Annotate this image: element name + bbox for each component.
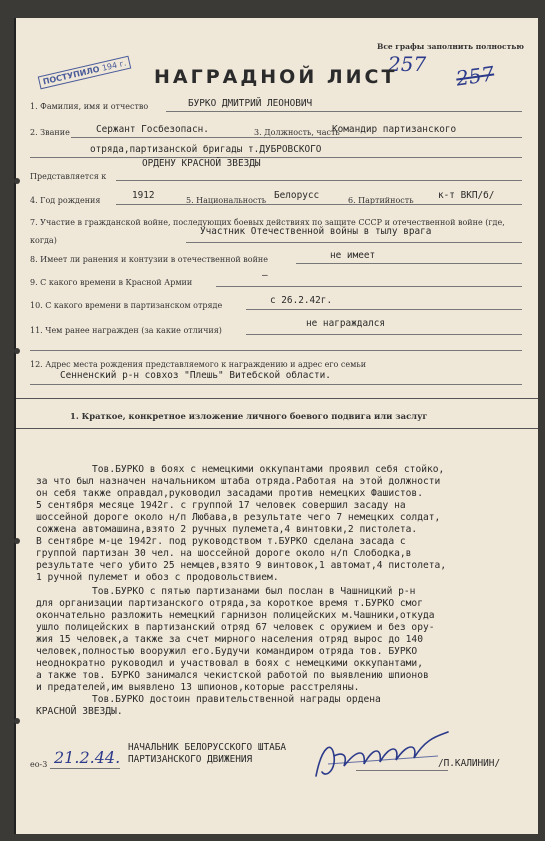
body-line: группой партизан 30 чел. на шоссейной дороге около н/п Слободка,в [36, 548, 412, 559]
punch-hole [14, 178, 20, 184]
field-rule [116, 180, 522, 181]
field-rule [116, 204, 522, 205]
signature-date: 21.2.44. [54, 748, 121, 767]
body-line: а также тов. БУРКО занимался чекистской работой по выявлению шпионов [36, 670, 429, 681]
signatory-position-line1: НАЧАЛЬНИК БЕЛОРУССКОГО ШТАБА [128, 742, 287, 753]
handwritten-number-crossed: 257 [454, 61, 496, 91]
field-value-address: Сенненский р-н совхоз "Плешь" Витебской области. [60, 370, 331, 381]
award-sheet-page [14, 18, 538, 834]
body-line: Тов.БУРКО достоин правительственной награды ордена [92, 694, 381, 705]
field-label-name: 1. Фамилия, имя и отчество [30, 102, 149, 111]
field-value-party: к-т ВКП/б/ [438, 190, 495, 201]
body-line: 5 сентября месяце 1942г. с группой 17 человек совершил засаду на [36, 500, 406, 511]
field-value-war-participation: Участник Отечественной войны в тылу врага [200, 226, 432, 237]
field-value-partisan-since: с 26.2.42г. [270, 295, 333, 306]
body-line: 1 ручной пулемет и обоз с продовольствием. [36, 572, 279, 583]
date-prefix: ео-3 [30, 760, 48, 769]
body-line: человек,полностью вооружил его.Будучи командиром отряда тов. БУРКО [36, 646, 418, 657]
field-rule [166, 111, 522, 112]
body-line: сожжена автомашина,взято 2 ручных пулемета,4 винтовки,2 пистолета. [36, 524, 418, 535]
field-rule [30, 384, 522, 385]
body-line: В сентябре м-це 1942г. под руководством т.БУРКО сделана засада с [36, 536, 406, 547]
body-line: Тов.БУРКО в боях с немецкими оккупантами проявил себя стойко, [92, 464, 445, 475]
body-line: и предателей,им выявлено 13 шпионов,которые расстреляны. [36, 682, 360, 693]
field-label-address: 12. Адрес места рождения представляемого к награждению и адрес его семьи [30, 360, 367, 369]
body-line: ушло полицейских в партизанский отряд 67 человек с оружием и без ору- [36, 622, 435, 633]
date-rule [50, 768, 120, 769]
field-value-nationality: Белорусс [274, 190, 320, 201]
field-rule [30, 157, 522, 158]
stamp-text: ПОСТУПИЛО [42, 64, 101, 87]
field-rule [246, 334, 522, 335]
field-label-party: 6. Партийность [348, 196, 414, 205]
signatory-name: /П.КАЛИНИН/ [438, 758, 501, 769]
field-value-wounds: не имеет [330, 250, 376, 261]
body-line: Тов.БУРКО с пятью партизанами был послан в Чашницкий р-н [92, 586, 416, 597]
field-label-wounds: 8. Имеет ли ранения и контузии в отечественной войне [30, 255, 268, 264]
punch-hole [14, 348, 20, 354]
handwritten-number: 257 [388, 52, 427, 76]
body-line: КРАСНОЙ ЗВЕЗДЫ. [36, 706, 123, 717]
field-label-partisan-since: 10. С какого времени в партизанском отряде [30, 301, 223, 310]
field-value-red-army: — [262, 270, 268, 281]
body-line: результате чего убито 25 немцев,взято 9 винтовок,1 автомат,4 пистолета, [36, 560, 447, 571]
field-label-red-army: 9. С какого времени в Красной Армии [30, 278, 193, 287]
stamp-date: 194 г. [101, 58, 128, 73]
field-rule [30, 350, 522, 351]
section-divider [16, 398, 538, 399]
field-label-birth-year: 4. Год рождения [30, 196, 101, 205]
section-divider [16, 428, 538, 429]
body-line: за что был назначен начальником штаба отряда.Работая на этой должности [36, 476, 441, 487]
signature-rule [356, 770, 448, 771]
field-rule [71, 137, 522, 138]
header-note: Все графы заполнить полностью [377, 42, 524, 51]
field-value-rank: Сержант Госбезопасн. [96, 124, 209, 135]
signatory-position-line2: ПАРТИЗАНСКОГО ДВИЖЕНИЯ [128, 754, 253, 765]
body-line: жия 15 человек,а также за счет мирного населения отряд вырос до 140 [36, 634, 423, 645]
field-label-war-participation: 7. Участие в гражданской войне, последующих боевых действиях по защите СССР и отечественной войне (где, когда) [30, 218, 505, 245]
field-value-birth-year: 1912 [132, 190, 155, 201]
body-line: неоднократно руководил и участвовал в боях с немецкими оккупантами, [36, 658, 423, 669]
field-value-award: ОРДЕНУ КРАСНОЙ ЗВЕЗДЫ [142, 158, 261, 169]
field-rule [246, 309, 522, 310]
field-label-previous-awards: 11. Чем ранее награжден (за какие отличия) [30, 326, 222, 335]
field-label-rank: 2. Звание [30, 128, 70, 137]
body-line: окончательно разложить немецкий гарнизон полицейских м.Чашники,откуда [36, 610, 435, 621]
page-title: НАГРАДНОЙ ЛИСТ [154, 66, 398, 88]
field-rule [216, 286, 522, 287]
section-title: 1. Краткое, конкретное изложение личного боевого подвига или заслуг [70, 411, 428, 421]
field-value-name: БУРКО ДМИТРИЙ ЛЕОНОВИЧ [188, 98, 313, 109]
field-label-position: 3. Должность, часть [254, 128, 340, 137]
punch-hole [14, 718, 20, 724]
field-label-award: Представляется к [30, 172, 107, 181]
field-rule [296, 263, 522, 264]
field-rule [186, 242, 522, 243]
punch-hole [14, 538, 20, 544]
field-value-unit: отряда,партизанской бригады т.ДУБРОВСКОГО [90, 144, 322, 155]
field-label-nationality: 5. Национальность [186, 196, 267, 205]
handwritten-signature [308, 726, 458, 788]
received-stamp [38, 56, 132, 90]
body-line: шоссейной дороге около н/п Любава,в результате чего 7 немецких солдат, [36, 512, 441, 523]
field-value-previous-awards: не награждался [306, 318, 386, 329]
field-value-position: Командир партизанского [332, 124, 457, 135]
body-line: для организации партизанского отряда,за короткое время т.БУРКО смог [36, 598, 423, 609]
body-line: он себя также оправдал,руководил засадами против немецких Фашистов. [36, 488, 423, 499]
